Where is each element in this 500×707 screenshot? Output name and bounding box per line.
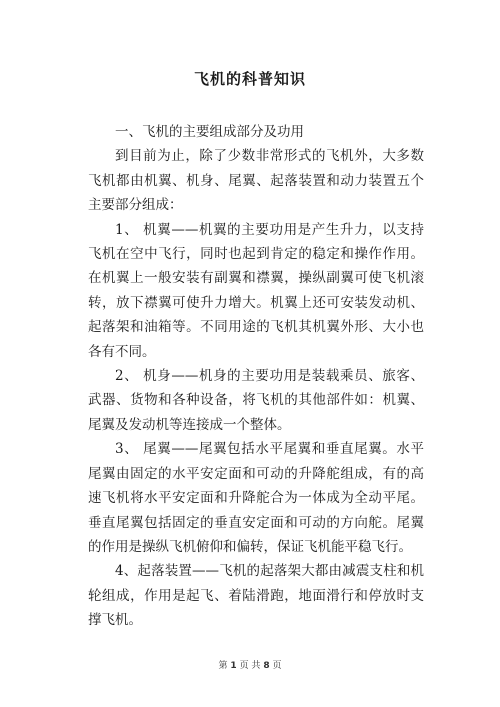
section-heading: 一、飞机的主要组成部分及功用: [115, 124, 304, 140]
document-title: 飞机的科普知识: [193, 70, 306, 88]
paragraph-wing: 1、 机翼——机翼的主要功用是产生升力，以支持飞机在空中飞行，同时也起到肯定的稳定和操作作用。在机翼上一般安装有副翼和襟翼，操纵副翼可使飞机滚转，放下襟翼可使升力增大。机翼上还可安装发动机、起落架和油箱等。不同用途的飞机其机翼外形、大小也各有不同。: [88, 221, 424, 360]
footer-total-pages: 8: [263, 661, 270, 671]
footer-suffix: 页: [272, 661, 282, 671]
paragraph-tail: 3、 尾翼——尾翼包括水平尾翼和垂直尾翼。水平尾翼由固定的水平安定面和可动的升降舵组成，有的高速飞机将水平安定面和升降舵合为一体成为全动平尾。垂直尾翼包括固定的垂直安定面和可动的方向舵。尾翼的作用是操纵飞机俯仰和偏转，保证飞机能平稳飞行。: [88, 441, 424, 555]
paragraph-intro: 到目前为止，除了少数非常形式的飞机外，大多数飞机都由机翼、机身、尾翼、起落装置和动力装置五个主要部分组成：: [88, 148, 424, 214]
paragraph-landing-gear: 4、起落装置——飞机的起落架大都由减震支柱和机轮组成，作用是起飞、着陆滑跑，地面滑行和停放时支撑飞机。: [88, 563, 424, 629]
footer-middle: 页 共: [239, 661, 261, 671]
footer-prefix: 第: [218, 661, 228, 671]
page-footer: [0, 658, 500, 671]
footer-page-number: 1: [230, 661, 237, 671]
paragraph-fuselage: 2、 机身——机身的主要功用是装载乘员、旅客、武器、货物和各种设备，将飞机的其他部件如：机翼、尾翼及发动机等连接成一个整体。: [88, 368, 424, 433]
document-body: [88, 120, 424, 633]
